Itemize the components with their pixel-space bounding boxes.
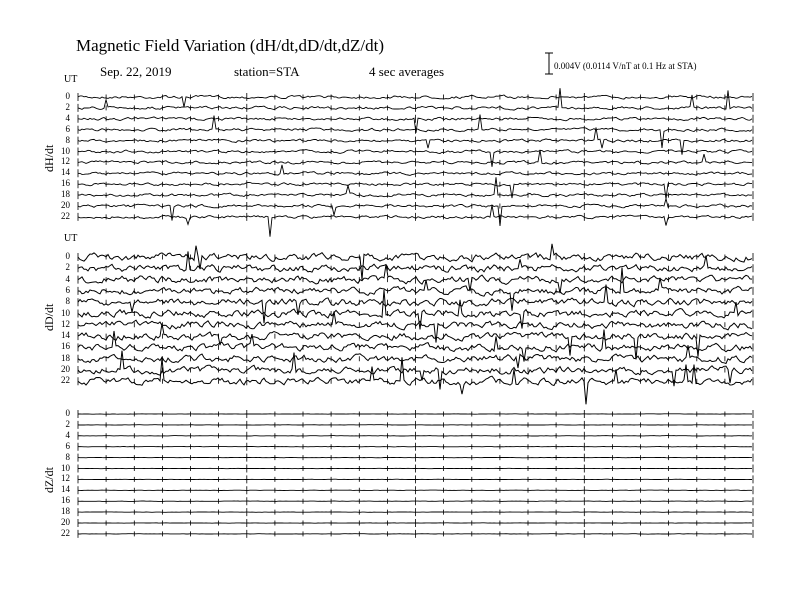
row-label-dh-8: 8: [65, 134, 70, 145]
row-label-dh-4: 4: [65, 112, 70, 123]
hour-ticks-dh-8: [78, 137, 753, 145]
hour-ticks-dd-20: [78, 366, 753, 374]
scale-bar-label: 0.004V (0.0114 V/nT at 0.1 Hz at STA): [554, 61, 697, 71]
row-label-dz-4: 4: [65, 429, 70, 440]
trace-dd-16: [78, 330, 752, 362]
trace-dd-22: [78, 357, 752, 404]
trace-dh-2: [78, 88, 752, 110]
row-label-dd-4: 4: [65, 273, 70, 284]
row-label-dz-16: 16: [61, 495, 70, 506]
trace-dd-10: [78, 290, 752, 330]
row-label-dd-2: 2: [65, 262, 70, 273]
trace-dd-0: [78, 244, 752, 280]
axis-label-dd: dD/dt: [42, 303, 56, 331]
row-label-dd-6: 6: [65, 284, 70, 295]
row-label-dh-16: 16: [61, 178, 70, 189]
trace-dh-20: [78, 199, 752, 226]
station-label: station=STA: [234, 64, 300, 79]
row-label-dz-6: 6: [65, 440, 70, 451]
row-label-dd-18: 18: [61, 352, 70, 363]
row-label-dh-2: 2: [65, 101, 70, 112]
trace-dh-18: [78, 177, 752, 196]
row-label-dd-20: 20: [61, 364, 70, 374]
chart-title: Magnetic Field Variation (dH/dt,dD/dt,dZ/dt): [76, 36, 385, 55]
trace-dh-0: [78, 95, 752, 107]
trace-dd-18: [78, 345, 752, 368]
row-label-dh-22: 22: [61, 210, 70, 221]
row-label-dh-12: 12: [61, 156, 70, 167]
hour-ticks-dh-20: [78, 202, 753, 210]
ut-header-dd: UT: [64, 233, 78, 244]
trace-dh-4: [78, 117, 752, 133]
row-label-dd-16: 16: [61, 341, 70, 352]
averaging-label: 4 sec averages: [369, 64, 445, 79]
axis-label-dz: dZ/dt: [42, 467, 56, 493]
ut-header-dh: UT: [64, 74, 78, 85]
axis-label-dh: dH/dt: [42, 144, 56, 172]
trace-group: [78, 53, 753, 538]
hour-ticks-dh-14: [78, 169, 753, 177]
trace-dd-14: [78, 324, 752, 360]
trace-dd-20: [78, 351, 752, 390]
row-label-dd-8: 8: [65, 296, 70, 307]
row-label-dd-12: 12: [61, 318, 70, 329]
row-label-dz-8: 8: [65, 451, 70, 462]
row-label-dd-10: 10: [61, 307, 70, 318]
row-label-dh-14: 14: [61, 167, 70, 178]
trace-dh-10: [78, 150, 752, 167]
row-label-dd-22: 22: [61, 375, 70, 386]
row-label-dz-14: 14: [61, 484, 70, 495]
row-label-dh-0: 0: [65, 91, 70, 101]
row-label-dz-2: 2: [65, 418, 70, 429]
trace-dh-22: [78, 205, 752, 237]
row-label-dh-6: 6: [65, 123, 70, 134]
date-label: Sep. 22, 2019: [100, 64, 172, 79]
row-label-dh-20: 20: [61, 200, 70, 210]
hour-ticks-dh-0: [78, 93, 753, 101]
trace-dd-8: [78, 285, 752, 324]
scale-bar: [545, 53, 553, 74]
row-label-dz-10: 10: [61, 462, 70, 473]
row-label-dh-18: 18: [61, 189, 70, 200]
row-label-dz-20: 20: [61, 517, 70, 527]
row-label-dh-10: 10: [61, 145, 70, 156]
trace-dh-14: [78, 165, 752, 176]
row-label-dz-22: 22: [61, 527, 70, 538]
row-label-dz-0: 0: [65, 408, 70, 418]
row-label-dz-18: 18: [61, 506, 70, 517]
row-label-dd-14: 14: [61, 330, 70, 341]
trace-dh-16: [78, 182, 752, 199]
trace-dz-22: [78, 534, 752, 535]
hour-ticks-dd-4: [78, 276, 753, 284]
hour-ticks-dh-18: [78, 191, 753, 199]
row-label-dd-0: 0: [65, 251, 70, 261]
trace-dh-6: [78, 115, 752, 148]
row-label-dz-12: 12: [61, 473, 70, 484]
